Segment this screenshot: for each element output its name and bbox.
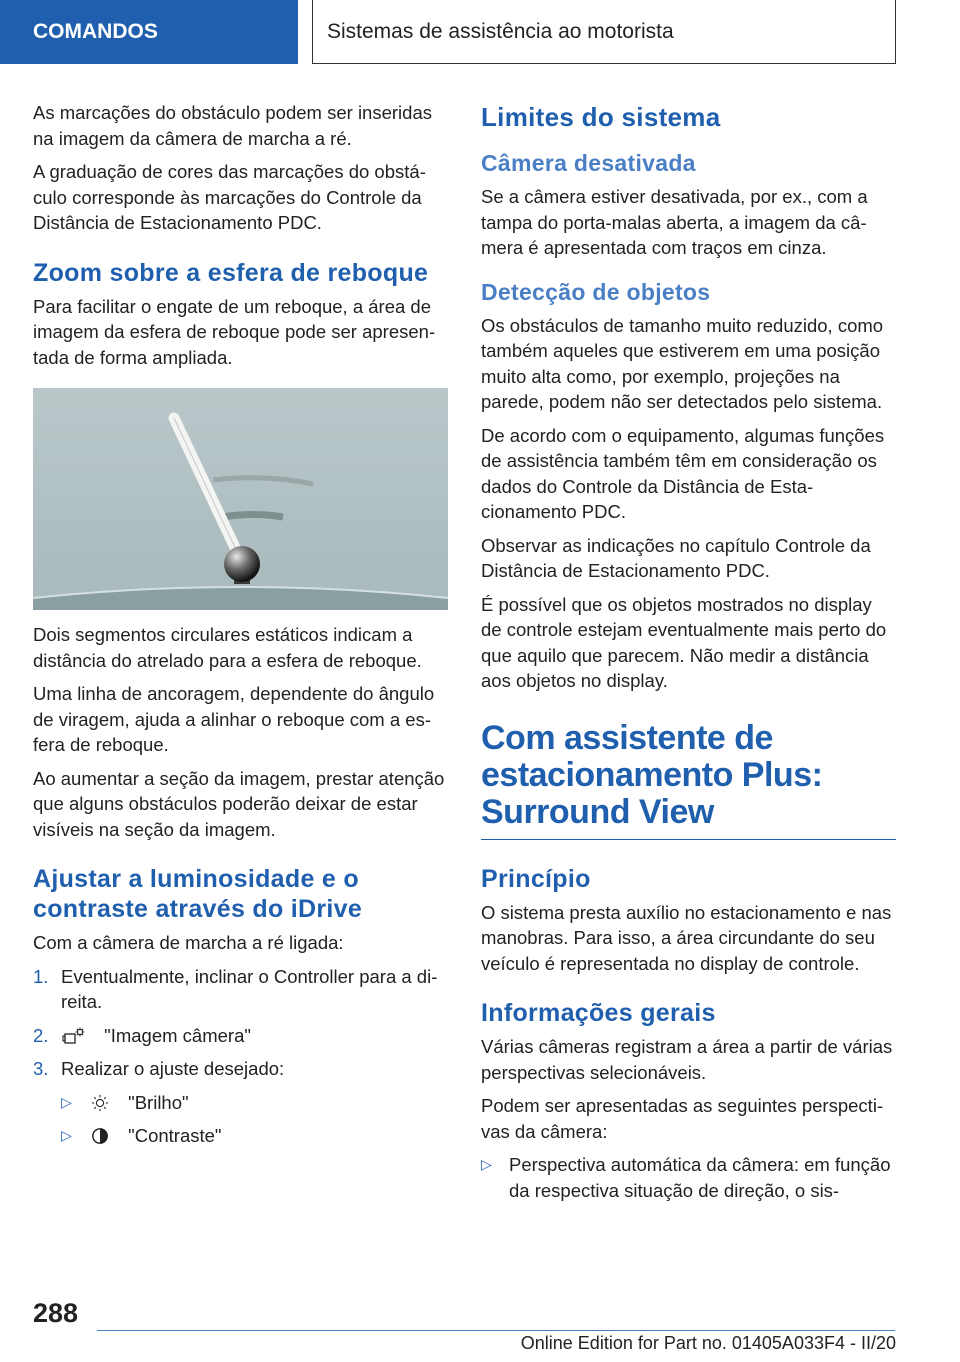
bullet-text: Perspectiva automática da câmera: em função da respectiva situação de direção, o sis- [509,1154,891,1201]
options-list [61,1090,448,1149]
heading-camera-off: Câmera desativada [481,150,696,176]
paragraph: Para facilitar o engate de um reboque, a área de imagem da esfera de reboque pode ser apresentada de forma ampliada. [33,295,436,368]
heading-principle: Princípio [481,864,591,893]
paragraph: A graduação de cores das marcações do obstáculo corresponde às marcações do Controle da Distância de Estacionamento PDC. [33,161,426,233]
right-column [481,100,896,1211]
list-item [33,964,448,1015]
triangle-bullet-icon: ▷ [61,1127,72,1143]
page-number: 288 [33,1298,79,1328]
triangle-bullet-icon: ▷ [481,1156,492,1172]
paragraph: O sistema presta auxílio no estacionamento e nas manobras. Para isso, a área circundante do seu veículo é representada no display de controle. [481,901,892,974]
list-item [61,1123,448,1149]
chapter-title: Sistemas de assistência ao motorista [312,0,896,64]
paragraph: Os obstáculos de tamanho muito reduzido, como também aqueles que estiverem em uma posição muito alta como, por exemplo, projeções na parede, podem não ser detectados pelo sistema. [481,314,884,412]
step-number: 1. [33,965,49,987]
triangle-bullet-icon: ▷ [61,1093,72,1110]
steps-list [33,964,448,1149]
step-text: Realizar o ajuste desejado: [61,1058,285,1079]
sun-icon [89,1094,111,1112]
paragraph: Uma linha de ancoragem, dependente do ângulo de viragem, ajuda a alinhar o reboque com a esfera de reboque. [33,683,435,755]
list-item [33,1056,448,1149]
step-number: 3. [33,1058,49,1079]
heading-zoom: Zoom sobre a esfera de reboque [33,258,429,287]
edition-note: Online Edition for Part no. 01405A033F4 - II/20 [520,1333,896,1353]
heading-adjust: Ajustar a luminosidade e o contraste através do iDrive [33,865,363,923]
paragraph: Se a câmera estiver desativada, por ex., com a tampa do porta-malas aberta, a imagem da câmera é apresentada com traços em cinza. [481,186,868,258]
step-text: "Imagem câmera" [104,1024,251,1046]
paragraph: É possível que os objetos mostrados no display de controle estejam eventualmente mais perto do que aquilo que parecem. Não medir a distância aos objetos no display. [481,593,887,691]
option-text: "Brilho" [128,1091,189,1113]
option-text: "Contraste" [128,1125,222,1146]
section-tab: COMANDOS [0,0,298,64]
paragraph: Várias câmeras registram a área a partir de várias perspectivas selecionáveis. [481,1036,893,1083]
perspectives-list [481,1152,896,1203]
paragraph: Observar as indicações no capítulo Controle da Distância de Estacionamento PDC. [481,534,871,581]
paragraph: Dois segmentos circulares estáticos indicam a distância do atrelado para a esfera de reboque. [33,624,422,671]
heading-surround-view: Com assistente de estacionamento Plus: Surround View [481,720,896,840]
paragraph: De acordo com o equipamento, algumas funções de assistência também têm em consideração os dados do Controle da Distância de Estacionamento PDC. [481,424,885,522]
paragraph: Ao aumentar a seção da imagem, prestar atenção que alguns obstáculos poderão deixar de estar visíveis na seção da imagem. [33,767,445,840]
list-item [33,1023,448,1049]
step-number: 2. [33,1024,49,1046]
heading-detection: Detecção de objetos [481,278,711,305]
paragraph: As marcações do obstáculo podem ser inseridas na imagem da câmera de marcha a ré. [33,102,432,149]
camera-settings-icon [61,1027,87,1045]
left-column [33,100,448,1157]
paragraph: Podem ser apresentadas as seguintes perspectivas da câmera: [481,1095,884,1142]
footer-divider [97,1330,895,1331]
list-item [61,1090,448,1116]
heading-limits: Limites do sistema [481,102,721,132]
tow-ball-camera-image [33,388,448,610]
paragraph: Com a câmera de marcha a ré ligada: [33,932,344,953]
step-text: Eventualmente, inclinar o Controller para a direita. [61,965,438,1012]
heading-general-info: Informações gerais [481,999,716,1027]
list-item [481,1152,896,1203]
contrast-icon [89,1127,111,1145]
